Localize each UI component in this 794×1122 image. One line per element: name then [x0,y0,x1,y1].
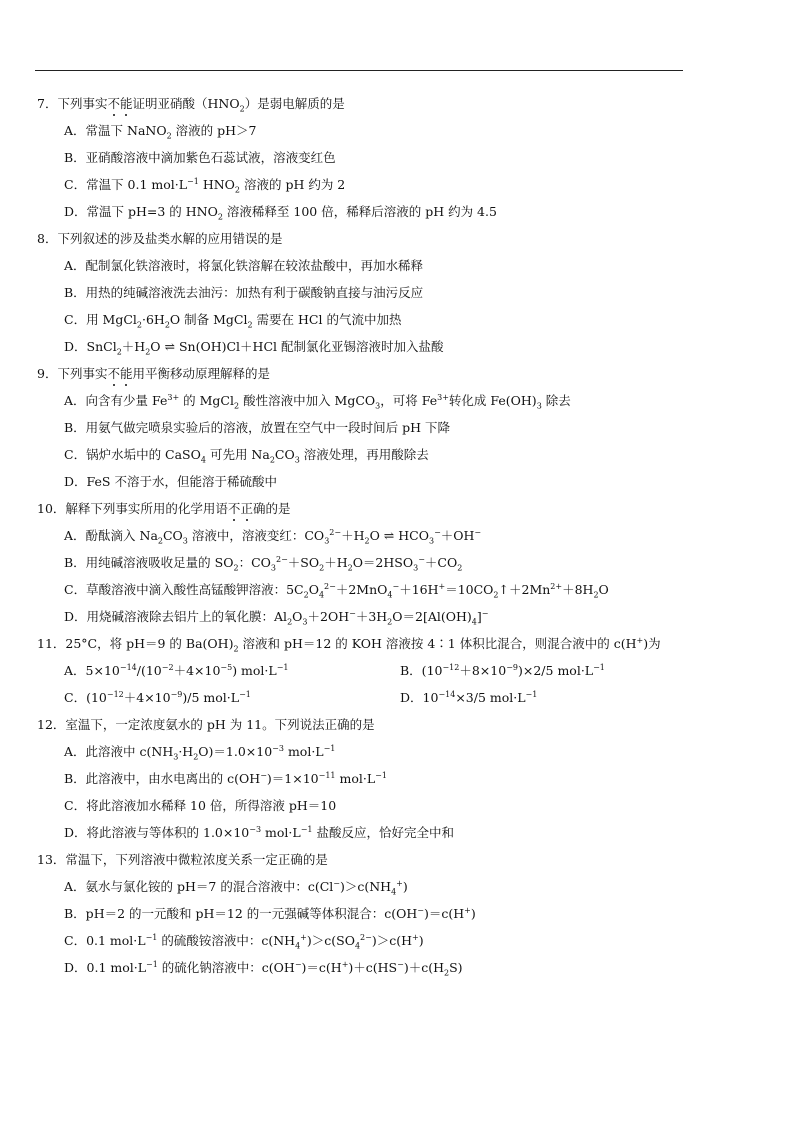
superscript: −1 [146,959,158,969]
subscript: 2 [217,212,223,222]
superscript: −3 [272,743,284,753]
text: C．(10 [64,690,107,705]
subscript: 2 [319,563,325,573]
subscript: 4 [354,941,361,951]
text: ＋2OH [307,609,350,624]
text: O [308,582,319,597]
text: 除去 [541,393,571,408]
text: ＋8H [562,582,594,597]
text: ＋3H [355,609,388,624]
superscript: −11 [318,770,336,780]
subscript: 3 [294,455,300,465]
text: ＋H [324,555,348,570]
subscript: 2 [364,536,370,546]
question-9-option-a [0,392,794,419]
subscript: 3 [270,563,276,573]
superscript: − [417,905,424,915]
text: )/5 mol·L [182,690,240,705]
question-8-stem: 8．下列叙述的涉及盐类水解的应用错误的是 [37,231,283,246]
question-12-option-b [0,770,794,797]
question-10-option-c [0,581,794,608]
text: 的硫酸铵溶液中：c(NH [157,933,296,948]
question-9-option-b: B．用氨气做完喷泉实验后的溶液，放置在空气中一段时间后 pH 下降 [64,420,451,435]
text: D．常温下 pH=3 的 HNO [64,204,218,219]
question-12-option-a [0,743,794,770]
superscript: −1 [187,176,199,186]
text: B．(10 [400,663,443,678]
text: 溶液稀释至 100 倍，稀释后溶液的 pH 约为 4.5 [222,204,497,219]
text: O＝2[Al(OH) [392,609,472,624]
superscript: −14 [119,662,137,672]
question-13-option-c [0,932,794,959]
text: 9． [37,366,58,381]
text: 溶液的 pH 约为 2 [240,177,346,192]
subscript: 2 [303,590,309,600]
text: HNO [198,177,235,192]
superscript: −1 [593,662,605,672]
superscript: + [396,878,403,888]
text: C．锅炉水垢中的 CaSO [64,447,201,462]
question-7-option-b: B．亚硝酸溶液中滴加紫色石蕊试液，溶液变红色 [64,150,336,165]
superscript: −1 [145,932,158,942]
question-11-options-row-2 [0,689,794,716]
question-9-option-d: D．FeS 不溶于水，但能溶于稀硫酸中 [64,474,277,489]
superscript: −1 [300,824,313,834]
text: )为 [643,636,661,651]
text: A．向含有少量 Fe [64,393,168,408]
question-13-option-b [0,905,794,932]
superscript: −1 [323,743,336,753]
superscript: − [434,527,441,537]
question-8-option-a: A．配制氯化铁溶液时，将氯化铁溶解在较浓盐酸中，再加水稀释 [64,258,424,273]
question-10-stem [0,500,794,527]
text: O ⇌ Sn(OH)Cl＋HCl 配制氯化亚锡溶液时加入盐酸 [150,339,444,354]
question-12-stem: 12．室温下，一定浓度氨水的 pH 为 11。下列说法正确的是 [37,717,375,732]
text: ：CO [238,555,271,570]
subscript: 3 [413,563,419,573]
subscript: 2 [387,617,393,627]
text: D．用烧碱溶液除去铝片上的氧化膜：Al [64,609,288,624]
text: 用平衡移动原理解释的是 [132,366,271,381]
text: 7． [37,96,58,111]
text: 10． [37,501,66,516]
question-11-stem [0,635,794,662]
question-list [0,95,794,986]
superscript: − [474,527,482,537]
subscript: 2 [457,563,463,573]
text: ) [402,879,408,894]
text: ×3/5 mol·L [455,690,526,705]
superscript: −1 [375,770,387,780]
text: A．酚酞滴入 Na [64,528,158,543]
text: 的 MgCl [179,393,234,408]
subscript: 2 [193,752,199,762]
subscript: 3 [428,536,435,546]
text: ＋16H [399,582,439,597]
text: C．常温下 0.1 mol·L [64,177,188,192]
question-11-option-c [0,689,400,716]
superscript: − [349,608,356,618]
superscript: −3 [249,824,262,834]
text: O [292,609,303,624]
text: ＋OH [440,528,475,543]
text: ) mol·L [232,663,277,678]
superscript: −5 [220,662,233,672]
subscript: 2 [116,347,122,357]
emphasis-char: 不 [107,96,120,111]
subscript: 4 [200,455,206,465]
text: 证明亚硝酸（HNO [132,96,240,111]
question-9-stem [0,365,794,392]
text: O [598,582,609,597]
superscript: + [412,932,419,942]
text: 溶液处理，再用酸除去 [299,447,429,462]
text: ] [476,609,482,624]
text: 可先用 Na [205,447,270,462]
question-13-stem: 13．常温下，下列溶液中微粒浓度关系一定正确的是 [37,852,328,867]
text: B．此溶液中，由水电离出的 c(OH [64,771,261,786]
question-10-option-a [0,527,794,554]
text: CO [162,528,183,543]
text: B．用纯碱溶液吸收足量的 SO [64,555,234,570]
subscript: 3 [324,536,330,546]
subscript: 2 [145,347,151,357]
question-9-option-c [0,446,794,473]
text: ) [470,906,476,921]
superscript: −2 [161,662,174,672]
text: )＞c(H [371,933,412,948]
text: mol·L [261,825,301,840]
text: D．10 [400,690,439,705]
text: CO [274,447,295,462]
question-10-option-b [0,554,794,581]
subscript: 2 [233,563,239,573]
subscript: 3 [536,401,542,411]
subscript: 2 [269,455,275,465]
question-7-option-d [0,203,794,230]
text: O＝2HSO [352,555,414,570]
text: )＋c(H [403,960,444,975]
subscript: 2 [136,320,142,330]
text: 下列事实 [57,366,108,381]
text: ＋CO [424,555,458,570]
text: )＝c(H [424,906,465,921]
header-rule [35,70,683,71]
subscript: 2 [493,590,499,600]
superscript: 2− [329,527,342,537]
question-10-option-d [0,608,794,635]
text: A．氨水与氯化铵的 pH＝7 的混合溶液中：c(Cl [64,879,334,894]
subscript: 3 [302,617,308,627]
text: ) [418,933,424,948]
text: ＋4×10 [123,690,171,705]
superscript: −9 [170,689,183,699]
text: S) [449,960,463,975]
question-13-option-d [0,959,794,986]
subscript: 3 [375,401,381,411]
question-11-option-d [400,689,736,716]
text: )＞c(SO [306,933,355,948]
subscript: 2 [239,104,245,114]
question-11-option-b [400,662,736,689]
text: ＋4×10 [173,663,221,678]
text: O 制备 MgCl [169,312,248,327]
superscript: 2− [275,554,288,564]
superscript: − [418,554,425,564]
text: ↑＋2Mn [498,582,551,597]
question-12-option-d [0,824,794,851]
text: 盐酸反应，恰好完全中和 [312,825,454,840]
subscript: 2 [247,320,253,330]
text: ＋H [341,528,365,543]
superscript: − [397,959,404,969]
text: 溶液的 pH＞7 [171,123,257,138]
text: ＋8×10 [459,663,507,678]
superscript: 2− [324,581,336,591]
text: 的硫化钠溶液中：c(OH [157,960,295,975]
superscript: + [341,959,349,969]
question-8-option-c [0,311,794,338]
text: ·H [178,744,194,759]
text: A．此溶液中 c(NH [64,744,174,759]
question-8-option-d [0,338,794,365]
text: B．pH＝2 的一元酸和 pH＝12 的一元强碱等体积混合：c(OH [64,906,418,921]
superscript: −1 [276,662,289,672]
emphasis-char: 能 [119,96,133,111]
question-13-option-a [0,878,794,905]
text: 11．25°C，将 pH＝9 的 Ba(OH) [37,636,234,651]
text: D．SnCl [64,339,117,354]
text: /(10 [136,663,162,678]
text: 需要在 HCl 的气流中加热 [252,312,402,327]
text: )×2/5 mol·L [518,663,594,678]
subscript: 4 [295,941,301,951]
superscript: − [260,770,267,780]
question-11-options-row-1 [0,662,794,689]
subscript: 2 [234,401,240,411]
question-7-option-a [0,122,794,149]
subscript: 2 [234,185,240,195]
superscript: + [438,581,446,591]
subscript: 4 [318,590,325,600]
subscript: 2 [287,617,293,627]
subscript: 4 [471,617,477,627]
text: A．5×10 [64,663,120,678]
subscript: 2 [164,320,170,330]
subscript: 3 [173,752,179,762]
text: ）是弱电解质的是 [244,96,345,111]
text: C．用 MgCl [64,312,137,327]
superscript: −14 [438,689,456,699]
superscript: −12 [442,662,460,672]
text: ＝10CO [445,582,494,597]
text: ＋H [121,339,146,354]
subscript: 2 [443,968,450,978]
text: A．常温下 NaNO [64,123,167,138]
subscript: 2 [233,644,239,654]
superscript: −9 [506,662,518,672]
emphasis-char: 正 [240,501,253,516]
superscript: − [333,878,340,888]
subscript: 4 [391,887,397,897]
superscript: + [636,635,644,645]
text: mol·L [335,771,376,786]
question-7-stem [0,95,794,122]
superscript: 3+ [167,392,180,402]
text: O ⇌ HCO [369,528,429,543]
text: )＞c(NH [339,879,392,894]
superscript: − [481,608,489,618]
superscript: + [464,905,471,915]
text: )＝c(H [301,960,342,975]
text: ·6H [142,312,165,327]
emphasis-char: 不 [227,501,241,516]
superscript: −1 [239,689,251,699]
text: 确的是 [252,501,291,516]
text: mol·L [283,744,324,759]
superscript: − [392,581,400,591]
text: 酸性溶液中加入 MgCO [239,393,376,408]
question-7-option-c [0,176,794,203]
text: )＋c(HS [348,960,398,975]
superscript: 3+ [437,392,449,402]
superscript: 2− [360,932,372,942]
emphasis-char: 能 [119,366,133,381]
superscript: 2+ [550,581,563,591]
question-8-option-b: B．用热的纯碱溶液洗去油污：加热有利于碳酸钠直接与油污反应 [64,285,424,300]
text: ，可将 Fe [380,393,438,408]
text: D．将此溶液与等体积的 1.0×10 [64,825,250,840]
text: C．0.1 mol·L [64,933,146,948]
text: ＋2MnO [335,582,388,597]
text: )＝1×10 [266,771,319,786]
question-11-option-a [0,662,400,689]
text: C．草酸溶液中滴入酸性高锰酸钾溶液：5C [64,582,304,597]
subscript: 4 [387,590,393,600]
subscript: 2 [157,536,163,546]
text: 溶液和 pH＝12 的 KOH 溶液按 4∶1 体积比混合，则混合液中的 c(H [238,636,637,651]
superscript: −12 [106,689,124,699]
superscript: − [294,959,302,969]
question-12-option-c: C．将此溶液加水稀释 10 倍，所得溶液 pH＝10 [64,798,337,813]
text: 下列事实 [57,96,108,111]
superscript: + [300,932,307,942]
subscript: 3 [182,536,188,546]
subscript: 2 [166,131,172,141]
text: 转化成 Fe(OH) [448,393,537,408]
text: 解释下列事实所用的化学用语 [65,501,228,516]
text: ＋SO [287,555,320,570]
text: D．0.1 mol·L [64,960,147,975]
text: O)＝1.0×10 [198,744,273,759]
text: 溶液中，溶液变红：CO [187,528,325,543]
subscript: 2 [347,563,353,573]
subscript: 2 [593,590,599,600]
superscript: −1 [525,689,538,699]
emphasis-char: 不 [107,366,120,381]
